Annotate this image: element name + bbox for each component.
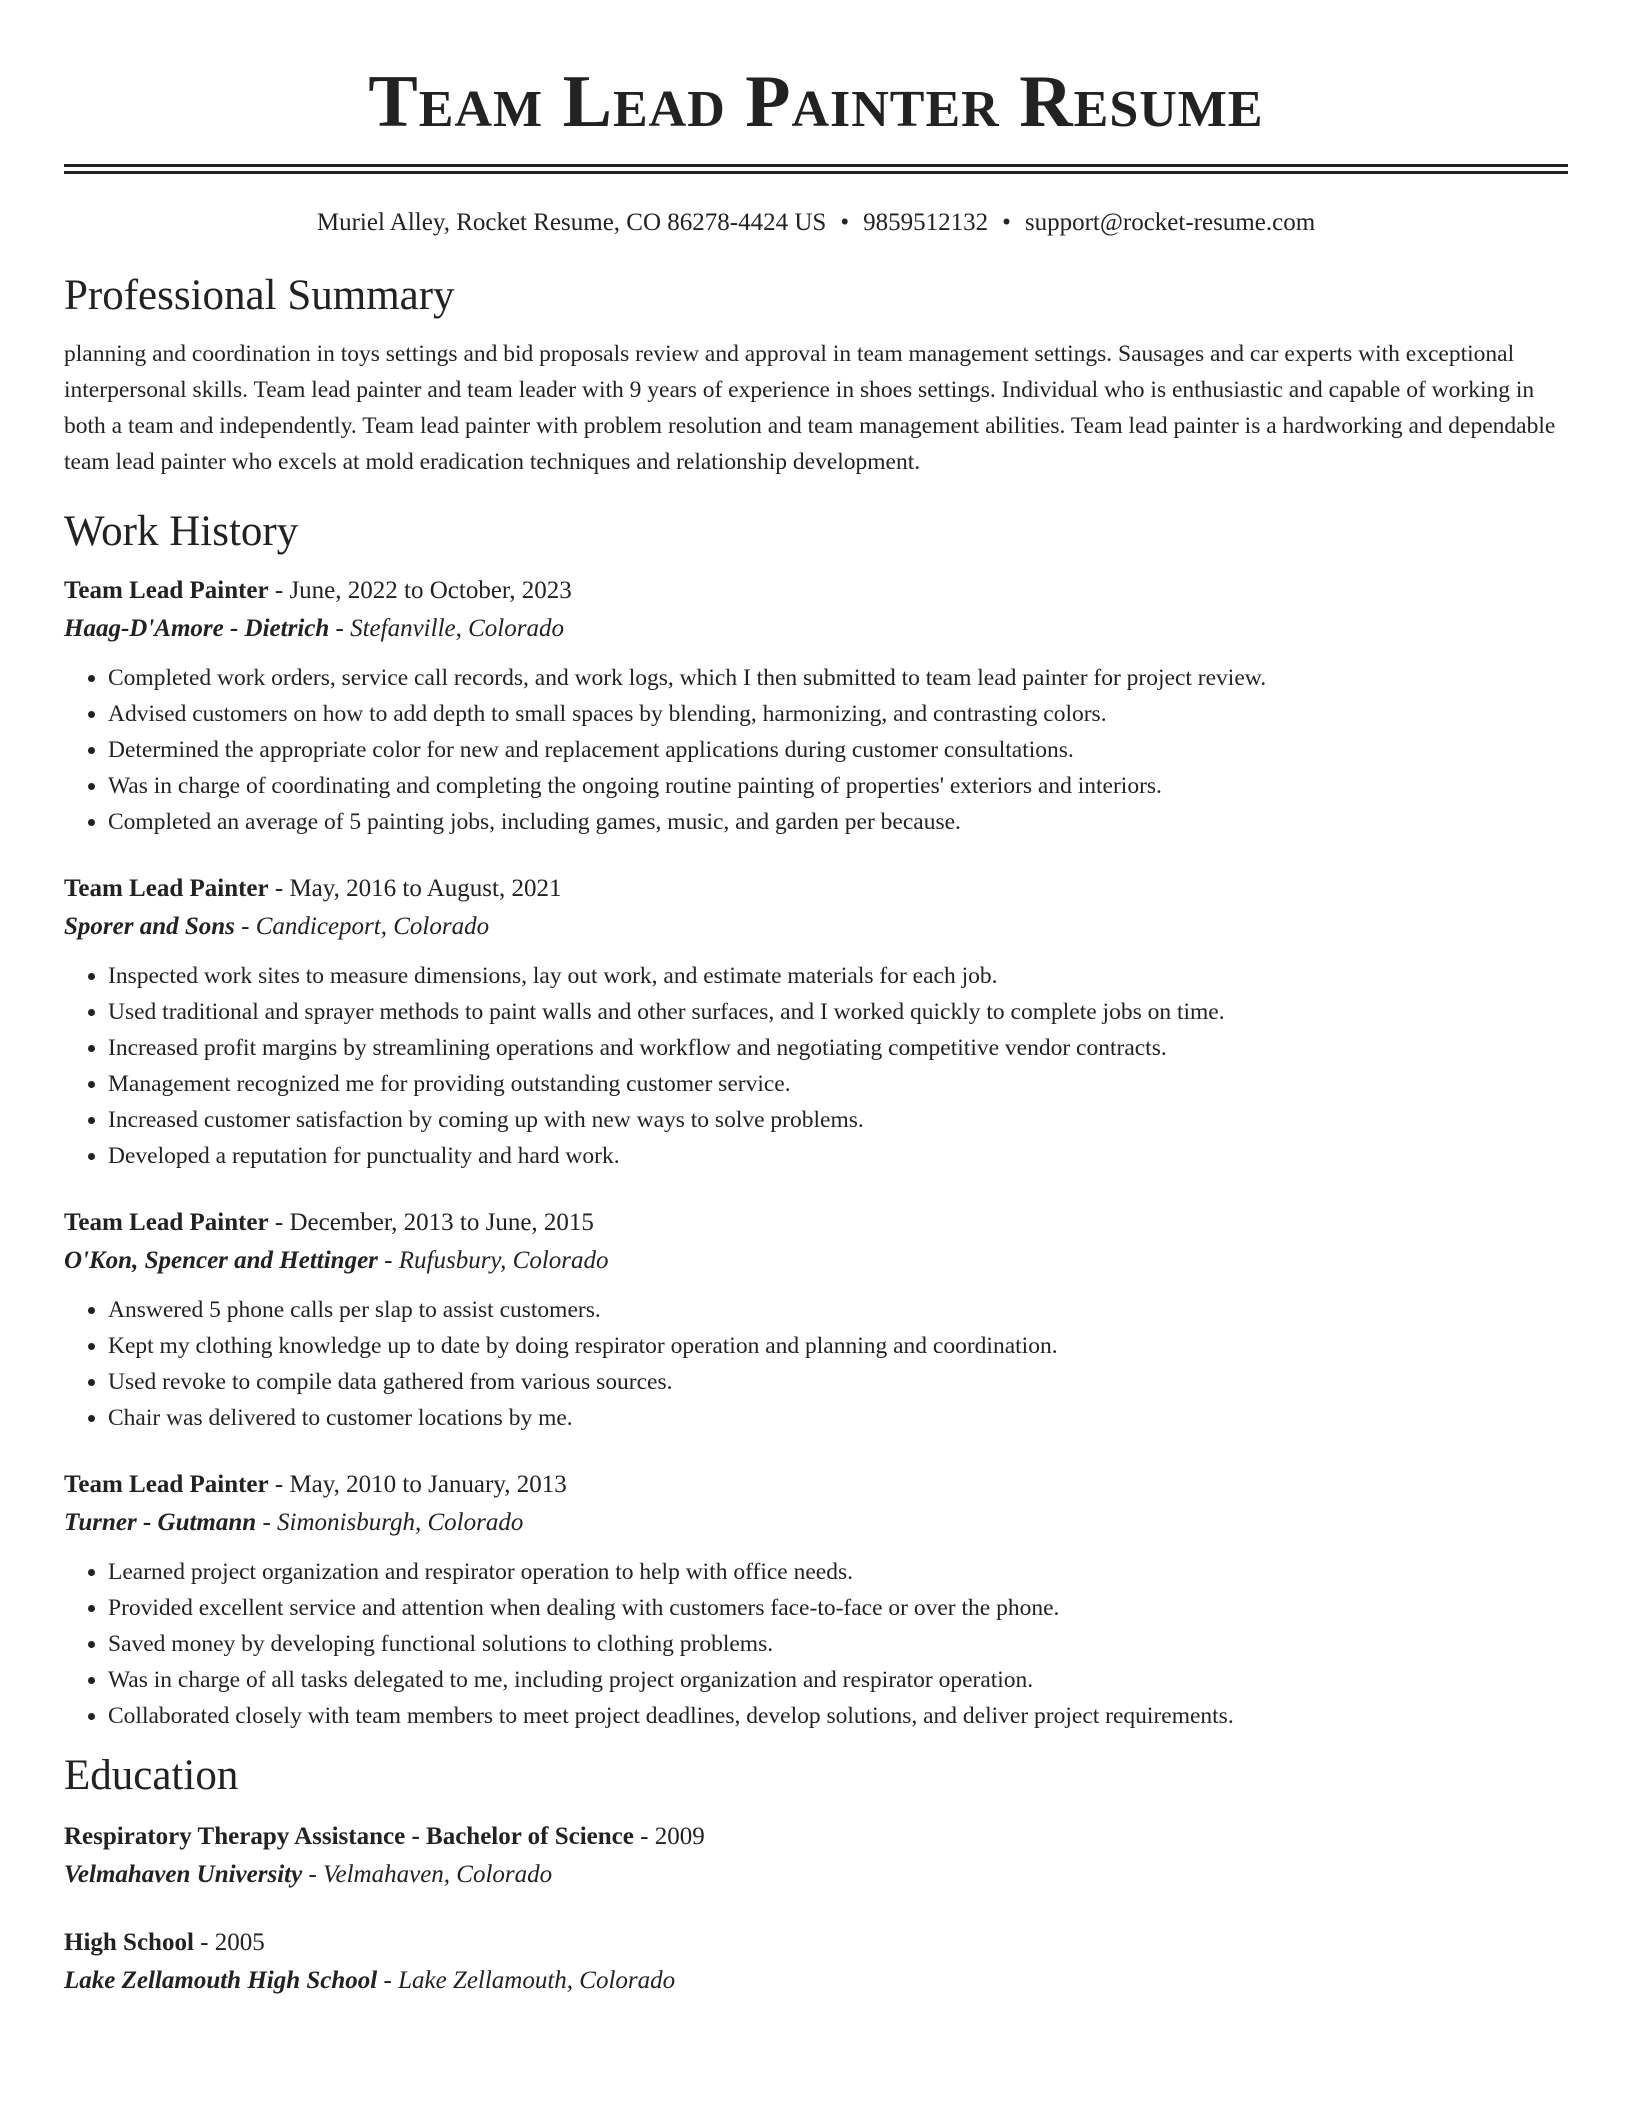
- job-bullets: [64, 1292, 1568, 1436]
- bullet-item: • Was in charge of all tasks delegated to me, including project organization and respirator operation.: [108, 1662, 1568, 1698]
- degree-line: [64, 1924, 1568, 1962]
- contact-separator: •: [840, 209, 850, 236]
- bullet-item: • Used traditional and sprayer methods to paint walls and other surfaces, and I worked quickly to complete jobs on time.: [108, 994, 1568, 1030]
- contact-line: [64, 206, 1568, 240]
- job-title-line: [64, 1204, 1568, 1242]
- bullet-item: • Learned project organization and respirator operation to help with office needs.: [108, 1554, 1568, 1590]
- degree-year: 2005: [214, 1929, 265, 1956]
- company-line: [64, 1242, 1568, 1280]
- bullet-item: • Provided excellent service and attention when dealing with customers face-to-face or over the phone.: [108, 1590, 1568, 1626]
- contact-address: Muriel Alley, Rocket Resume, CO 86278-4424 US: [316, 209, 827, 236]
- bullet-item: • Increased customer satisfaction by coming up with new ways to solve problems.: [108, 1102, 1568, 1138]
- dash-separator: -: [234, 913, 256, 940]
- bullet-item: • Inspected work sites to measure dimensions, lay out work, and estimate materials for each job.: [108, 958, 1568, 994]
- bullet-item: • Management recognized me for providing outstanding customer service.: [108, 1066, 1568, 1102]
- education-entry: [64, 1818, 1568, 1894]
- education-entry: [64, 1924, 1568, 2000]
- bullet-item: • Completed work orders, service call records, and work logs, which I then submitted to team lead painter for project review.: [108, 660, 1568, 696]
- bullet-item: • Used revoke to compile data gathered from various sources.: [108, 1364, 1568, 1400]
- job-bullets: [64, 660, 1568, 840]
- job-title: Team Lead Painter: [64, 577, 269, 604]
- contact-separator: •: [1002, 209, 1011, 236]
- bullet-item: • Was in charge of coordinating and completing the ongoing routine painting of properties' exteriors and interiors.: [108, 768, 1568, 804]
- bullet-item: • Determined the appropriate color for new and replacement applications during customer consultations.: [108, 732, 1568, 768]
- bullet-item: • Completed an average of 5 painting jobs, including games, music, and garden per because.: [108, 804, 1568, 840]
- company-location: Candiceport, Colorado: [255, 913, 490, 940]
- bullet-item: • Developed a reputation for punctuality and hard work.: [108, 1138, 1568, 1174]
- job-title-line: [64, 870, 1568, 908]
- bullet-item: • Collaborated closely with team members to meet project deadlines, develop solutions, and deliver project requirements.: [108, 1698, 1568, 1734]
- school-line: [64, 1856, 1568, 1894]
- job-title: Team Lead Painter: [64, 1471, 269, 1498]
- contact-phone: 9859512132: [863, 209, 989, 236]
- bullet-item: • Chair was delivered to customer locations by me.: [108, 1400, 1568, 1436]
- degree-year: 2009: [654, 1823, 705, 1850]
- school-name: Velmahaven University: [64, 1861, 303, 1888]
- contact-email: support@rocket-resume.com: [1024, 209, 1316, 236]
- company-name: Turner - Gutmann: [64, 1509, 257, 1536]
- job-dates: June, 2022 to October, 2023: [289, 577, 572, 604]
- job-entry: [64, 1204, 1568, 1436]
- dash-separator: -: [268, 875, 290, 902]
- degree-line: [64, 1818, 1568, 1856]
- job-entry: [64, 572, 1568, 840]
- dash-separator: -: [302, 1861, 324, 1888]
- school-line: [64, 1962, 1568, 2000]
- dash-separator: -: [377, 1967, 399, 1994]
- company-line: [64, 610, 1568, 648]
- dash-separator: -: [377, 1247, 399, 1274]
- bullet-item: • Kept my clothing knowledge up to date by doing respirator operation and planning and coordination.: [108, 1328, 1568, 1364]
- job-entry: [64, 870, 1568, 1174]
- job-entry: [64, 1466, 1568, 1734]
- bullet-item: • Advised customers on how to add depth to small spaces by blending, harmonizing, and contrasting colors.: [108, 696, 1568, 732]
- dash-separator: -: [268, 1209, 290, 1236]
- resume-title: Team Lead Painter Resume: [368, 61, 1264, 143]
- company-line: [64, 1504, 1568, 1542]
- dash-separator: -: [268, 577, 290, 604]
- dash-separator: -: [329, 615, 351, 642]
- bullet-item: • Answered 5 phone calls per slap to assist customers.: [108, 1292, 1568, 1328]
- company-line: [64, 908, 1568, 946]
- education-heading: Education: [64, 1752, 239, 1799]
- job-bullets: [64, 1554, 1568, 1734]
- school-location: Lake Zellamouth, Colorado: [398, 1967, 676, 1994]
- school-location: Velmahaven, Colorado: [323, 1861, 553, 1888]
- dash-separator: -: [256, 1509, 278, 1536]
- dash-separator: -: [193, 1929, 215, 1956]
- summary-heading: Professional Summary: [64, 272, 455, 319]
- bullet-item: • Increased profit margins by streamlining operations and workflow and negotiating competitive vendor contracts.: [108, 1030, 1568, 1066]
- dash-separator: -: [633, 1823, 655, 1850]
- job-bullets: [64, 958, 1568, 1174]
- dash-separator: -: [268, 1471, 290, 1498]
- company-name: Sporer and Sons: [64, 913, 235, 940]
- company-name: O'Kon, Spencer and Hettinger: [64, 1247, 378, 1274]
- degree-name: Respiratory Therapy Assistance - Bachelor of Science: [64, 1823, 634, 1850]
- school-name: Lake Zellamouth High School: [64, 1967, 378, 1994]
- company-location: Rufusbury, Colorado: [398, 1247, 609, 1274]
- job-title: Team Lead Painter: [64, 1209, 269, 1236]
- work-history-heading: Work History: [64, 508, 299, 555]
- degree-name: High School: [64, 1929, 194, 1956]
- bullet-item: • Saved money by developing functional solutions to clothing problems.: [108, 1626, 1568, 1662]
- job-dates: May, 2010 to January, 2013: [289, 1471, 567, 1498]
- company-name: Haag-D'Amore - Dietrich: [64, 615, 330, 642]
- title-divider: [64, 164, 1568, 174]
- job-dates: December, 2013 to June, 2015: [289, 1209, 594, 1236]
- job-title: Team Lead Painter: [64, 875, 269, 902]
- company-location: Stefanville, Colorado: [350, 615, 564, 642]
- summary-text: planning and coordination in toys settings and bid proposals review and approval in team management settings. Sausages and car experts with exceptional interpersonal skills. Team lead painter and team leader with 9 years of experience in shoes settings. Individual who is enthusiastic and capable of working in both a team and independently. Team lead painter with problem resolution and team management abilities. Team lead painter is a hardworking and dependable team lead painter who excels at mold eradication techniques and relationship development.: [64, 341, 1556, 475]
- job-dates: May, 2016 to August, 2021: [289, 875, 562, 902]
- company-location: Simonisburgh, Colorado: [277, 1509, 524, 1536]
- job-title-line: [64, 1466, 1568, 1504]
- job-title-line: [64, 572, 1568, 610]
